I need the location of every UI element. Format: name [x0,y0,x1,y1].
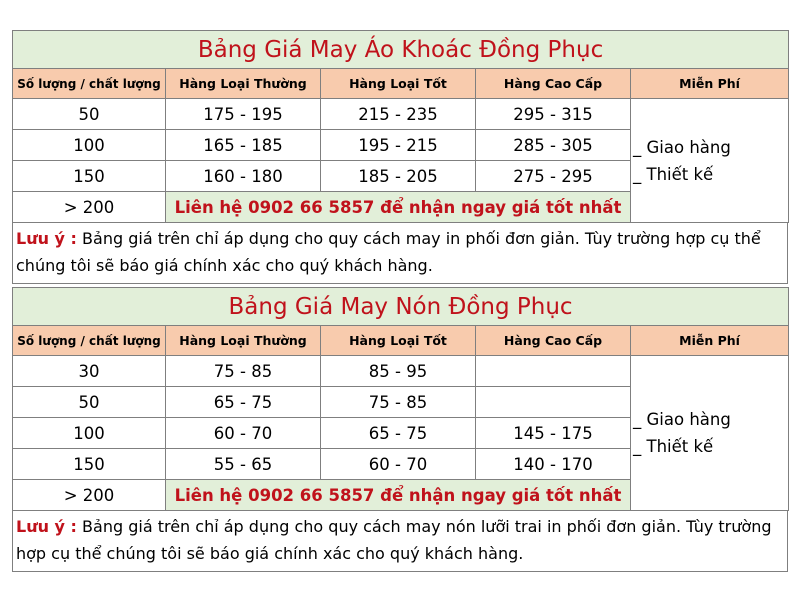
hat-price-section [12,287,788,572]
jacket-table-title: Bảng Giá May Áo Khoác Đồng Phục [13,31,789,69]
note-label: Lưu ý : [16,229,77,248]
price-cell: 160 - 180 [166,161,321,192]
header-standard: Hàng Loại Thường [166,69,321,99]
price-cell: 85 - 95 [321,356,476,387]
note-text: Bảng giá trên chỉ áp dụng cho quy cách may in phối đơn giản. Tùy trường hợp cụ thể chúng tôi sẽ báo giá chính xác cho quý khách hàng. [16,229,761,275]
price-cell: 60 - 70 [166,418,321,449]
note-text: Bảng giá trên chỉ áp dụng cho quy cách may nón lưỡi trai in phối đơn giản. Tùy trường hợp cụ thể chúng tôi sẽ báo giá chính xác cho quý khách hàng. [16,517,772,563]
header-quantity: Số lượng / chất lượng [13,69,166,99]
price-cell: 215 - 235 [321,99,476,130]
contact-cell: Liên hệ 0902 66 5857 để nhận ngay giá tốt nhất [166,192,631,223]
price-cell: 140 - 170 [476,449,631,480]
hat-table-title: Bảng Giá May Nón Đồng Phục [13,288,789,326]
price-cell: 145 - 175 [476,418,631,449]
hat-price-table [12,287,789,511]
free-design: _ Thiết kế [633,437,714,456]
free-services-cell [631,356,789,511]
price-cell [476,387,631,418]
price-cell: 285 - 305 [476,130,631,161]
price-cell: 75 - 85 [321,387,476,418]
contact-cell: Liên hệ 0902 66 5857 để nhận ngay giá tốt nhất [166,480,631,511]
jacket-note [12,223,788,284]
quantity-cell: 100 [13,418,166,449]
header-quantity: Số lượng / chất lượng [13,326,166,356]
header-free: Miễn Phí [631,69,789,99]
quantity-cell: 150 [13,161,166,192]
hat-note [12,511,788,572]
price-cell: 295 - 315 [476,99,631,130]
quantity-cell: > 200 [13,192,166,223]
free-design: _ Thiết kế [633,164,714,184]
quantity-cell: 150 [13,449,166,480]
table-row [13,99,789,130]
price-cell: 195 - 215 [321,130,476,161]
quantity-cell: 50 [13,387,166,418]
price-cell: 175 - 195 [166,99,321,130]
price-cell [476,356,631,387]
free-services-cell [631,99,789,223]
quantity-cell: > 200 [13,480,166,511]
jacket-price-section [12,30,788,284]
quantity-cell: 50 [13,99,166,130]
free-delivery: _ Giao hàng [633,410,731,429]
header-premium: Hàng Cao Cấp [476,69,631,99]
note-label: Lưu ý : [16,517,77,536]
jacket-price-table [12,30,789,223]
quantity-cell: 100 [13,130,166,161]
price-cell: 65 - 75 [321,418,476,449]
free-delivery: _ Giao hàng [633,137,731,157]
quantity-cell: 30 [13,356,166,387]
table-row [13,356,789,387]
price-cell: 275 - 295 [476,161,631,192]
price-cell: 165 - 185 [166,130,321,161]
price-cell: 60 - 70 [321,449,476,480]
price-cell: 55 - 65 [166,449,321,480]
header-standard: Hàng Loại Thường [166,326,321,356]
price-cell: 65 - 75 [166,387,321,418]
header-good: Hàng Loại Tốt [321,326,476,356]
price-cell: 185 - 205 [321,161,476,192]
header-premium: Hàng Cao Cấp [476,326,631,356]
header-good: Hàng Loại Tốt [321,69,476,99]
price-cell: 75 - 85 [166,356,321,387]
header-free: Miễn Phí [631,326,789,356]
